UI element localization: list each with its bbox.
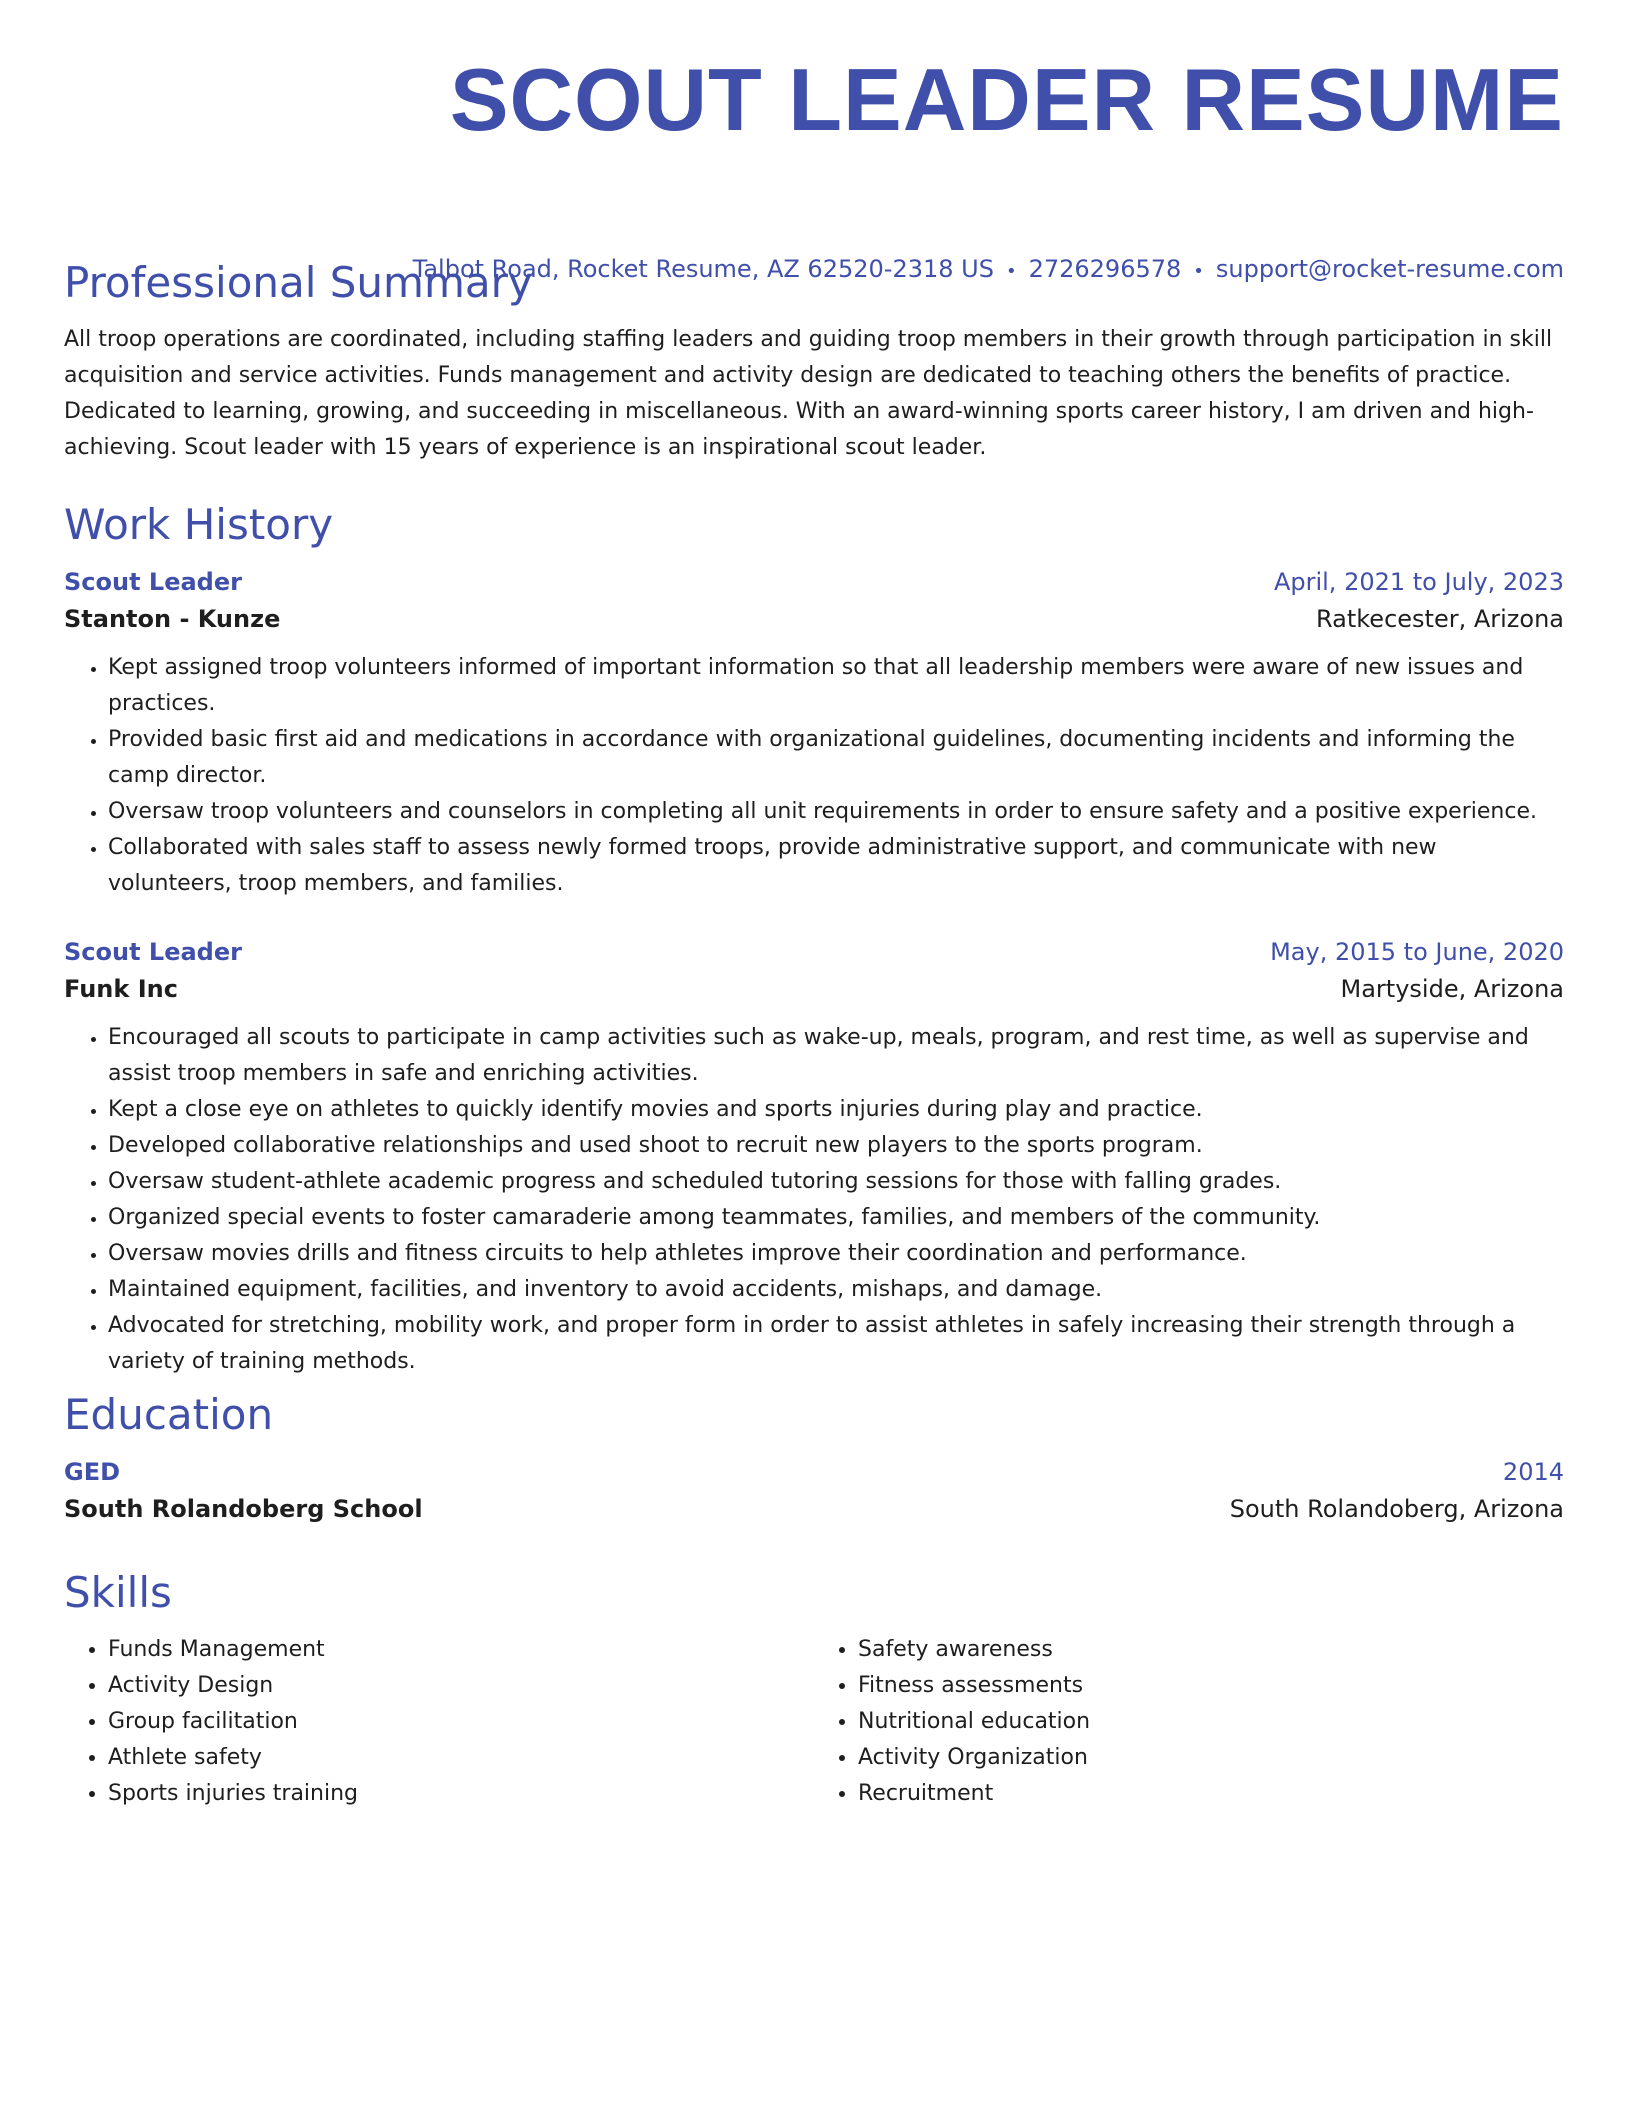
- skill-item: • Safety awareness: [858, 1632, 1564, 1668]
- contact-separator: •: [1193, 261, 1204, 282]
- job-bullet: • Collaborated with sales staff to assess newly formed troops, provide administrative support, and communicate with new volunteers, troop members, and families.: [108, 830, 1564, 902]
- job-dates: May, 2015 to June, 2020: [1270, 938, 1564, 966]
- job-bullet: • Provided basic first aid and medications in accordance with organizational guidelines, documenting incidents and informing the camp director.: [108, 722, 1564, 794]
- job-location: Martyside, Arizona: [1340, 975, 1564, 1003]
- job-bullet: • Kept assigned troop volunteers informed of important information so that all leadership members were aware of new issues and practices.: [108, 650, 1564, 722]
- skill-item: • Fitness assessments: [858, 1668, 1564, 1704]
- job-bullet: • Encouraged all scouts to participate in camp activities such as wake-up, meals, program, and rest time, as well as supervise and assist troop members in safe and enriching activities.: [108, 1020, 1564, 1092]
- job-bullet: • Maintained equipment, facilities, and inventory to avoid accidents, mishaps, and damage.: [108, 1272, 1564, 1308]
- job-bullet: • Oversaw student-athlete academic progress and scheduled tutoring sessions for those with falling grades.: [108, 1164, 1564, 1200]
- job-bullets: [64, 1020, 1564, 1380]
- skill-item: • Athlete safety: [108, 1740, 814, 1776]
- contact-email: support@rocket-resume.com: [1215, 255, 1564, 283]
- job-entry: [64, 564, 1564, 902]
- contact-separator: •: [1005, 261, 1017, 282]
- section-title-work-history: Work History: [64, 500, 334, 549]
- job-bullet: • Advocated for stretching, mobility work, and proper form in order to assist athletes in safely increasing their strength through a variety of training methods.: [108, 1308, 1564, 1380]
- skill-item: • Group facilitation: [108, 1704, 814, 1740]
- contact-address: Talbot Road, Rocket Resume, AZ 62520-2318 US: [412, 255, 994, 283]
- skills-list-right: [814, 1632, 1564, 1812]
- job-bullet: • Kept a close eye on athletes to quickly identify movies and sports injuries during play and practice.: [108, 1092, 1564, 1128]
- skill-item: • Activity Design: [108, 1668, 814, 1704]
- job-title: Scout Leader: [64, 938, 242, 966]
- education-location: South Rolandoberg, Arizona: [1229, 1495, 1564, 1523]
- education-year: 2014: [1502, 1458, 1564, 1486]
- job-bullet: • Organized special events to foster camaraderie among teammates, families, and members of the community.: [108, 1200, 1564, 1236]
- skill-item: • Funds Management: [108, 1632, 814, 1668]
- education-degree: GED: [64, 1458, 121, 1486]
- job-entry: [64, 934, 1564, 1380]
- summary-text: All troop operations are coordinated, including staffing leaders and guiding troop members in their growth through participation in skill acquisition and service activities. Funds management and activity design are dedicated to teaching others the benefits of practice. Dedicated to learning, growing, and succeeding in miscellaneous. With an award-winning sports career history, I am driven and high-achieving. Scout leader with 15 years of experience is an inspirational scout leader.: [64, 327, 1553, 460]
- job-location: Ratkecester, Arizona: [1316, 605, 1564, 633]
- section-title-skills: Skills: [64, 1568, 172, 1617]
- skill-item: • Nutritional education: [858, 1704, 1564, 1740]
- skill-item: • Activity Organization: [858, 1740, 1564, 1776]
- education-school: South Rolandoberg School: [64, 1495, 423, 1523]
- skill-item: • Sports injuries training: [108, 1776, 814, 1812]
- job-bullets: [64, 650, 1564, 902]
- skills-section: [64, 1568, 1564, 1812]
- work-history-section: [64, 500, 1564, 1380]
- section-title-summary: Professional Summary: [64, 258, 533, 307]
- job-company: Stanton - Kunze: [64, 605, 281, 633]
- job-dates: April, 2021 to July, 2023: [1273, 568, 1564, 596]
- job-title: Scout Leader: [64, 568, 242, 596]
- section-title-education: Education: [64, 1390, 274, 1439]
- job-bullet: • Oversaw movies drills and fitness circuits to help athletes improve their coordination and performance.: [108, 1236, 1564, 1272]
- summary-section: [64, 258, 1564, 466]
- skill-item: • Recruitment: [858, 1776, 1564, 1812]
- job-bullet: • Oversaw troop volunteers and counselors in completing all unit requirements in order to ensure safety and a positive experience.: [108, 794, 1564, 830]
- contact-phone: 2726296578: [1028, 255, 1182, 283]
- skills-list-left: [64, 1632, 814, 1812]
- skills-columns: [64, 1632, 1564, 1812]
- resume-title: SCOUT LEADER RESUME: [449, 50, 1564, 149]
- job-company: Funk Inc: [64, 975, 178, 1003]
- job-bullet: • Developed collaborative relationships and used shoot to recruit new players to the sports program.: [108, 1128, 1564, 1164]
- education-section: [64, 1390, 1564, 1528]
